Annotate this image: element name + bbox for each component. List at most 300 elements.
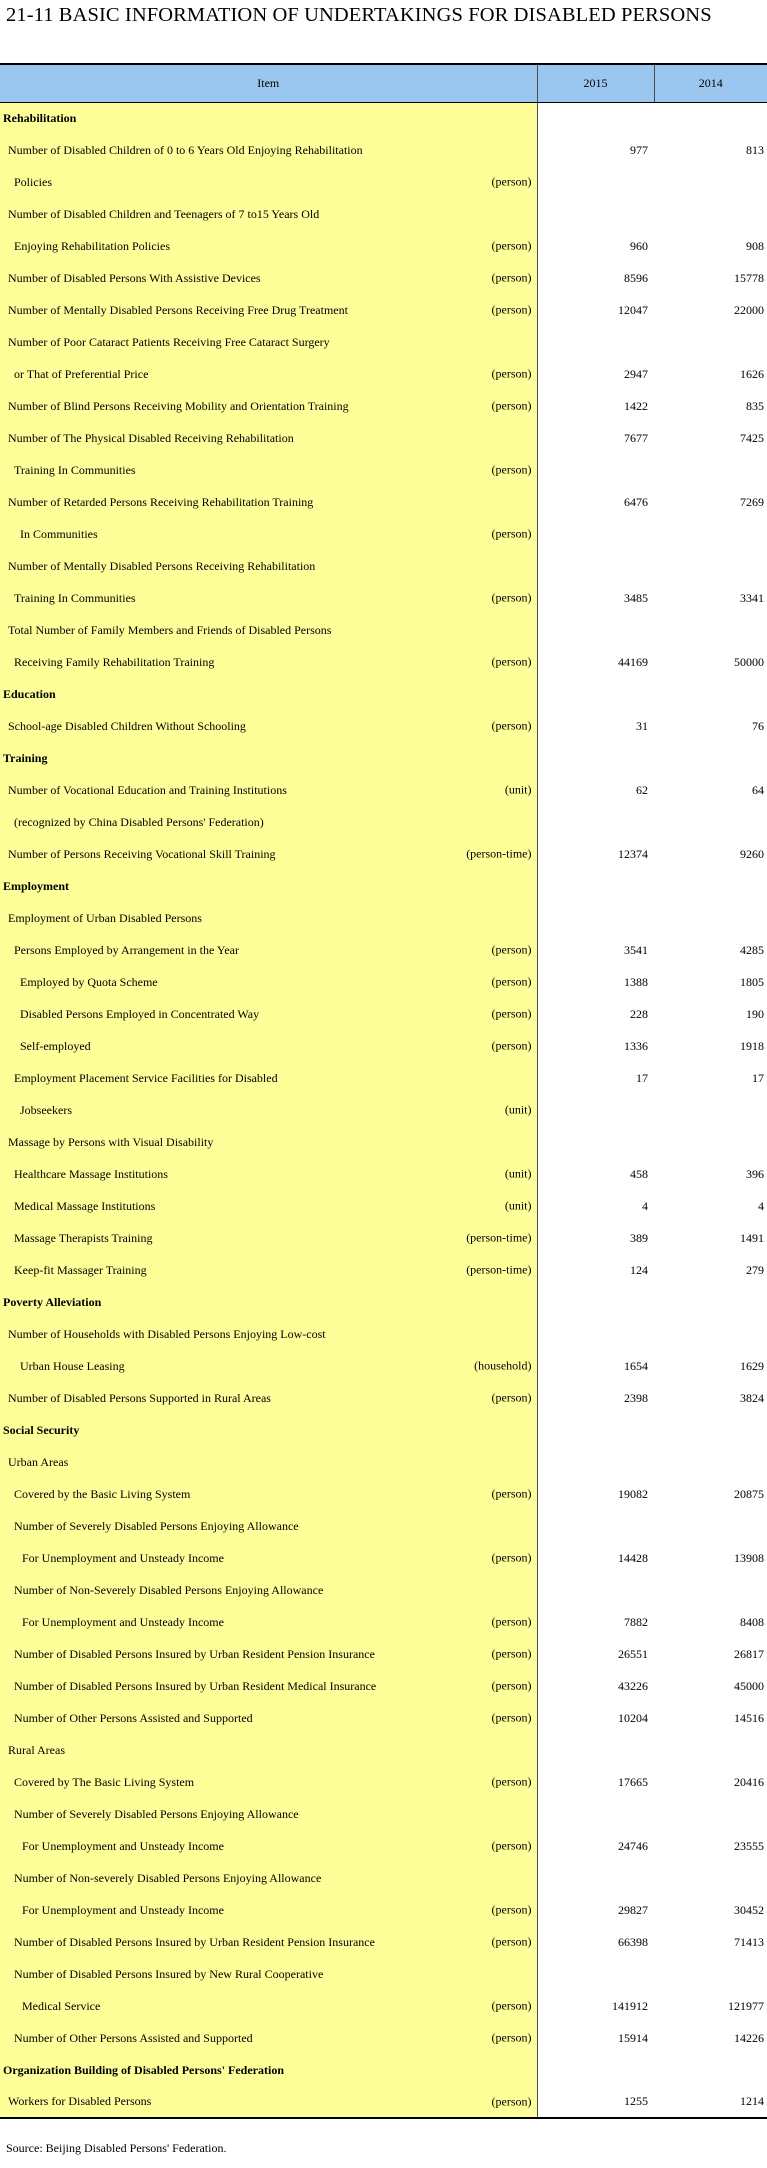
item-label: Number of Non-Severely Disabled Persons Enjoying Allowance <box>14 1582 324 1597</box>
table-row <box>0 1030 767 1062</box>
value-2014: 71413 <box>734 1934 764 1949</box>
table-row <box>0 1798 767 1830</box>
value-2015 <box>537 1862 654 1894</box>
item-cell <box>0 1190 537 1222</box>
item-cell <box>0 902 537 934</box>
value-2015 <box>537 166 654 198</box>
value-2015 <box>537 1798 654 1830</box>
value-2015: 1654 <box>624 1358 648 1373</box>
unit-label: (person) <box>491 1038 532 1053</box>
item-cell <box>0 646 537 678</box>
value-2015 <box>537 198 654 230</box>
value-2015: 4 <box>642 1198 648 1213</box>
item-cell <box>0 1670 537 1702</box>
section-heading: Organization Building of Disabled Persons' Federation <box>3 2062 285 2077</box>
table-row <box>0 582 767 614</box>
item-cell <box>0 966 537 998</box>
value-2014: 4285 <box>740 942 764 957</box>
unit-label: (person) <box>491 238 532 253</box>
section-row <box>0 2054 767 2086</box>
value-cell-empty <box>537 870 654 902</box>
table-row <box>0 134 767 166</box>
value-cell-empty <box>537 2054 654 2086</box>
item-label: School-age Disabled Children Without Schooling <box>8 718 246 733</box>
item-cell <box>0 1734 537 1766</box>
item-label: Number of Severely Disabled Persons Enjoying Allowance <box>14 1518 299 1533</box>
value-2014: 13908 <box>734 1550 764 1565</box>
unit-label: (person) <box>491 718 532 733</box>
value-cell-empty <box>654 1286 767 1318</box>
value-2014: 396 <box>746 1166 764 1181</box>
item-label: Receiving Family Rehabilitation Training <box>14 654 215 669</box>
value-2014: 4 <box>758 1198 764 1213</box>
unit-label: (person) <box>491 1678 532 1693</box>
item-cell <box>0 2054 537 2086</box>
value-2015: 124 <box>630 1262 648 1277</box>
table-row <box>0 902 767 934</box>
value-2015: 7882 <box>624 1614 648 1629</box>
value-2015: 1422 <box>624 398 648 413</box>
item-label: Number of Disabled Persons With Assistive Devices <box>8 270 261 285</box>
table-row <box>0 1350 767 1382</box>
item-label: Number of Retarded Persons Receiving Rehabilitation Training <box>8 494 314 509</box>
item-label: Number of Disabled Persons Supported in Rural Areas <box>8 1390 271 1405</box>
table-row <box>0 1638 767 1670</box>
value-2015: 977 <box>630 142 648 157</box>
item-cell <box>0 806 537 838</box>
value-2015: 26551 <box>618 1646 648 1661</box>
unit-label: (person) <box>491 1934 532 1949</box>
table-row <box>0 1446 767 1478</box>
item-label: Massage by Persons with Visual Disability <box>8 1134 214 1149</box>
table-row <box>0 838 767 870</box>
section-row <box>0 742 767 774</box>
item-cell <box>0 1958 537 1990</box>
value-2015: 1388 <box>624 974 648 989</box>
table-row <box>0 1158 767 1190</box>
value-2014 <box>654 166 767 198</box>
item-cell <box>0 1478 537 1510</box>
unit-label: (person) <box>491 1838 532 1853</box>
value-2014 <box>654 806 767 838</box>
item-cell <box>0 1350 537 1382</box>
item-cell <box>0 294 537 326</box>
item-label: Employment Placement Service Facilities for Disabled <box>14 1070 278 1085</box>
unit-label: (unit) <box>504 1166 532 1181</box>
value-cell-empty <box>537 742 654 774</box>
item-label: Number of Disabled Persons Insured by Urban Resident Pension Insurance <box>14 1646 375 1661</box>
item-cell <box>0 1062 537 1094</box>
value-2015 <box>537 1094 654 1126</box>
value-2015: 228 <box>630 1006 648 1021</box>
value-2014 <box>654 1318 767 1350</box>
value-2015: 31 <box>636 718 648 733</box>
table-row <box>0 550 767 582</box>
header-year-2015: 2015 <box>537 64 654 102</box>
item-label: (recognized by China Disabled Persons' Federation) <box>14 814 264 829</box>
section-heading: Training <box>3 750 48 765</box>
value-2015 <box>537 614 654 646</box>
item-cell <box>0 614 537 646</box>
value-2015: 17 <box>636 1070 648 1085</box>
table-row <box>0 1606 767 1638</box>
header-year-2014: 2014 <box>654 64 767 102</box>
value-2015: 141912 <box>612 1998 648 2013</box>
item-label: Jobseekers <box>20 1102 72 1117</box>
table-row <box>0 934 767 966</box>
item-label: Number of Mentally Disabled Persons Receiving Rehabilitation <box>8 558 316 573</box>
unit-label: (person) <box>491 2094 532 2108</box>
table-row <box>0 646 767 678</box>
value-2015 <box>537 326 654 358</box>
item-label: Number of Persons Receiving Vocational Skill Training <box>8 846 276 861</box>
item-cell <box>0 1574 537 1606</box>
unit-label: (person) <box>491 974 532 989</box>
table-row <box>0 1702 767 1734</box>
value-2015: 43226 <box>618 1678 648 1693</box>
value-2015 <box>537 1446 654 1478</box>
unit-label: (person) <box>491 942 532 957</box>
value-cell-empty <box>654 678 767 710</box>
table-row <box>0 710 767 742</box>
unit-label: (person) <box>491 366 532 381</box>
section-heading: Employment <box>3 878 69 893</box>
table-row <box>0 1926 767 1958</box>
table-row <box>0 1958 767 1990</box>
value-2015: 458 <box>630 1166 648 1181</box>
value-2015: 1255 <box>537 2086 654 2118</box>
item-label: Number of Blind Persons Receiving Mobility and Orientation Training <box>8 398 349 413</box>
value-2014 <box>654 326 767 358</box>
unit-label: (person) <box>491 1390 532 1405</box>
unit-label: (person) <box>491 462 532 477</box>
section-heading: Social Security <box>3 1422 80 1437</box>
table-row <box>0 1254 767 1286</box>
value-2014: 17 <box>752 1070 764 1085</box>
unit-label: (person) <box>491 1006 532 1021</box>
item-cell <box>0 1702 537 1734</box>
item-cell <box>0 1830 537 1862</box>
item-label: Enjoying Rehabilitation Policies <box>14 238 170 253</box>
table-row <box>0 294 767 326</box>
item-cell <box>0 774 537 806</box>
unit-label: (person) <box>491 2030 532 2045</box>
table-row <box>0 1766 767 1798</box>
item-cell <box>0 870 537 902</box>
item-label: Employed by Quota Scheme <box>20 974 158 989</box>
item-cell <box>0 678 537 710</box>
value-2014 <box>654 1574 767 1606</box>
value-2014: 30452 <box>734 1902 764 1917</box>
unit-label: (person) <box>491 174 532 189</box>
item-cell <box>0 998 537 1030</box>
value-2014: 14226 <box>734 2030 764 2045</box>
item-label: Total Number of Family Members and Friends of Disabled Persons <box>8 622 332 637</box>
table-row <box>0 1574 767 1606</box>
value-2015 <box>537 1734 654 1766</box>
unit-label: (unit) <box>504 1198 532 1213</box>
item-cell <box>0 1382 537 1414</box>
item-cell <box>0 102 537 134</box>
item-cell <box>0 1894 537 1926</box>
table-row <box>0 1542 767 1574</box>
item-label: Number of Mentally Disabled Persons Receiving Free Drug Treatment <box>8 302 348 317</box>
item-cell <box>0 1542 537 1574</box>
item-label: Number of Other Persons Assisted and Supported <box>14 2030 253 2045</box>
table-row <box>0 1222 767 1254</box>
data-table <box>0 63 767 2119</box>
table-row <box>0 998 767 1030</box>
unit-label: (person-time) <box>466 1230 532 1245</box>
section-heading: Education <box>3 686 56 701</box>
value-2014 <box>654 518 767 550</box>
value-2014: 50000 <box>734 654 764 669</box>
value-cell-empty <box>654 2054 767 2086</box>
table-body <box>0 102 767 2118</box>
value-2015 <box>537 1574 654 1606</box>
value-2014 <box>654 1862 767 1894</box>
table-row <box>0 1510 767 1542</box>
section-row <box>0 1286 767 1318</box>
value-2014: 76 <box>752 718 764 733</box>
value-2014: 813 <box>746 142 764 157</box>
table-row <box>0 1190 767 1222</box>
table-row <box>0 518 767 550</box>
value-2015: 29827 <box>618 1902 648 1917</box>
item-label: or That of Preferential Price <box>14 366 149 381</box>
item-cell <box>0 1446 537 1478</box>
item-cell <box>0 1222 537 1254</box>
item-cell <box>0 1798 537 1830</box>
item-cell <box>0 518 537 550</box>
table-row <box>0 2086 767 2118</box>
value-2014: 7269 <box>740 494 764 509</box>
table-row <box>0 262 767 294</box>
value-2015: 12374 <box>618 846 648 861</box>
item-label: Number of Disabled Persons Insured by Urban Resident Pension Insurance <box>14 1934 375 1949</box>
value-2015 <box>537 1958 654 1990</box>
item-cell <box>0 1318 537 1350</box>
unit-label: (person) <box>491 1550 532 1565</box>
value-2015: 3541 <box>624 942 648 957</box>
value-2014: 64 <box>752 782 764 797</box>
value-2015: 6476 <box>624 494 648 509</box>
table-row <box>0 1670 767 1702</box>
table-row <box>0 1094 767 1126</box>
unit-label: (person) <box>491 1902 532 1917</box>
value-2015: 2947 <box>624 366 648 381</box>
item-cell <box>0 1606 537 1638</box>
item-label: Persons Employed by Arrangement in the Year <box>14 942 239 957</box>
value-2014: 3824 <box>740 1390 764 1405</box>
unit-label: (person-time) <box>466 1262 532 1277</box>
value-2014 <box>654 198 767 230</box>
item-label: Healthcare Massage Institutions <box>14 1166 168 1181</box>
value-cell-empty <box>537 1414 654 1446</box>
table-row <box>0 1990 767 2022</box>
value-2015 <box>537 454 654 486</box>
unit-label: (person) <box>491 302 532 317</box>
value-2015: 12047 <box>618 302 648 317</box>
value-2014 <box>654 614 767 646</box>
unit-label: (person) <box>491 1710 532 1725</box>
value-2014 <box>654 1126 767 1158</box>
value-2014 <box>654 1510 767 1542</box>
value-2014: 20416 <box>734 1774 764 1789</box>
unit-label: (person) <box>491 654 532 669</box>
value-2014: 14516 <box>734 1710 764 1725</box>
unit-label: (household) <box>474 1358 532 1373</box>
unit-label: (person) <box>491 1486 532 1501</box>
item-cell <box>0 1254 537 1286</box>
source-note: Source: Beijing Disabled Persons' Federation. <box>6 2141 227 2155</box>
value-2014: 190 <box>746 1006 764 1021</box>
item-cell <box>0 454 537 486</box>
table-row <box>0 1478 767 1510</box>
unit-label: (person) <box>491 1998 532 2013</box>
value-2015 <box>537 1318 654 1350</box>
table-row <box>0 1830 767 1862</box>
table-row <box>0 1062 767 1094</box>
value-2014: 8408 <box>740 1614 764 1629</box>
item-cell <box>0 550 537 582</box>
table-row <box>0 2022 767 2054</box>
item-cell <box>0 934 537 966</box>
value-cell-empty <box>654 1414 767 1446</box>
value-2014 <box>654 1446 767 1478</box>
value-2014 <box>654 1734 767 1766</box>
item-label: Keep-fit Massager Training <box>14 1262 147 1277</box>
item-label: Employment of Urban Disabled Persons <box>8 910 202 925</box>
value-2015: 19082 <box>618 1486 648 1501</box>
value-2015: 15914 <box>618 2030 648 2045</box>
item-label: Number of The Physical Disabled Receiving Rehabilitation <box>8 430 294 445</box>
value-2015: 960 <box>630 238 648 253</box>
value-2015: 17665 <box>618 1774 648 1789</box>
value-2014 <box>654 1958 767 1990</box>
value-cell-empty <box>654 742 767 774</box>
item-label: Policies <box>14 174 52 189</box>
value-2015: 14428 <box>618 1550 648 1565</box>
value-2014: 1491 <box>740 1230 764 1245</box>
section-row <box>0 678 767 710</box>
item-label: Medical Service <box>22 1998 101 2013</box>
table-row <box>0 806 767 838</box>
item-cell <box>0 1862 537 1894</box>
value-2014 <box>654 550 767 582</box>
unit-label: (person) <box>491 590 532 605</box>
value-cell-empty <box>537 678 654 710</box>
value-2014: 15778 <box>734 270 764 285</box>
table-row <box>0 326 767 358</box>
item-label: Urban Areas <box>8 1454 69 1469</box>
section-heading: Poverty Alleviation <box>3 1294 102 1309</box>
value-2014: 22000 <box>734 302 764 317</box>
value-2014: 835 <box>746 398 764 413</box>
item-cell <box>0 1094 537 1126</box>
value-2015: 1336 <box>624 1038 648 1053</box>
item-cell <box>0 390 537 422</box>
table-row <box>0 1382 767 1414</box>
item-cell <box>0 1158 537 1190</box>
table-row <box>0 1734 767 1766</box>
table-row <box>0 198 767 230</box>
item-label: Number of Households with Disabled Persons Enjoying Low-cost <box>8 1326 326 1341</box>
item-cell <box>0 1990 537 2022</box>
value-cell-empty <box>654 870 767 902</box>
value-2015 <box>537 902 654 934</box>
value-2015: 62 <box>636 782 648 797</box>
value-cell-empty <box>654 102 767 134</box>
value-2015: 7677 <box>624 430 648 445</box>
item-cell <box>0 486 537 518</box>
value-2014: 279 <box>746 1262 764 1277</box>
item-cell <box>0 166 537 198</box>
item-cell <box>0 1638 537 1670</box>
value-2014 <box>654 454 767 486</box>
table-row <box>0 1126 767 1158</box>
value-2015 <box>537 550 654 582</box>
item-label: For Unemployment and Unsteady Income <box>22 1902 224 1917</box>
value-cell-empty <box>537 1286 654 1318</box>
section-row <box>0 870 767 902</box>
item-label: For Unemployment and Unsteady Income <box>22 1614 224 1629</box>
value-2015: 8596 <box>624 270 648 285</box>
value-2014: 1629 <box>740 1358 764 1373</box>
item-label: Number of Poor Cataract Patients Receiving Free Cataract Surgery <box>8 334 330 349</box>
value-2014: 45000 <box>734 1678 764 1693</box>
value-2014: 23555 <box>734 1838 764 1853</box>
item-label: Training In Communities <box>14 462 136 477</box>
item-label: Number of Disabled Persons Insured by New Rural Cooperative <box>14 1966 324 1981</box>
unit-label: (person) <box>491 398 532 413</box>
table-row <box>0 1894 767 1926</box>
table-row <box>0 358 767 390</box>
value-2015 <box>537 1510 654 1542</box>
unit-label: (person) <box>491 1774 532 1789</box>
item-cell <box>0 582 537 614</box>
item-label: For Unemployment and Unsteady Income <box>22 1838 224 1853</box>
item-cell <box>0 1414 537 1446</box>
item-label: Number of Other Persons Assisted and Supported <box>14 1710 253 1725</box>
table-row <box>0 166 767 198</box>
value-2015: 2398 <box>624 1390 648 1405</box>
item-label: Number of Vocational Education and Training Institutions <box>8 782 287 797</box>
item-label: Covered by The Basic Living System <box>14 1774 195 1789</box>
value-2014: 121977 <box>728 1998 764 2013</box>
value-2014: 20875 <box>734 1486 764 1501</box>
value-2014 <box>654 902 767 934</box>
value-2014: 7425 <box>740 430 764 445</box>
table-row <box>0 454 767 486</box>
value-2014: 3341 <box>740 590 764 605</box>
item-label: Number of Non-severely Disabled Persons Enjoying Allowance <box>14 1870 322 1885</box>
section-row <box>0 102 767 134</box>
value-2014: 1214 <box>654 2086 767 2118</box>
item-label: For Unemployment and Unsteady Income <box>22 1550 224 1565</box>
item-label: Number of Disabled Children and Teenagers of 7 to15 Years Old <box>8 206 320 221</box>
item-cell <box>0 198 537 230</box>
item-cell <box>0 838 537 870</box>
value-cell-empty <box>537 102 654 134</box>
item-label: In Communities <box>20 526 98 541</box>
value-2014: 1805 <box>740 974 764 989</box>
item-cell <box>0 1766 537 1798</box>
unit-label: (person) <box>491 526 532 541</box>
item-label: Training In Communities <box>14 590 136 605</box>
item-cell <box>0 1510 537 1542</box>
table-row <box>0 1318 767 1350</box>
